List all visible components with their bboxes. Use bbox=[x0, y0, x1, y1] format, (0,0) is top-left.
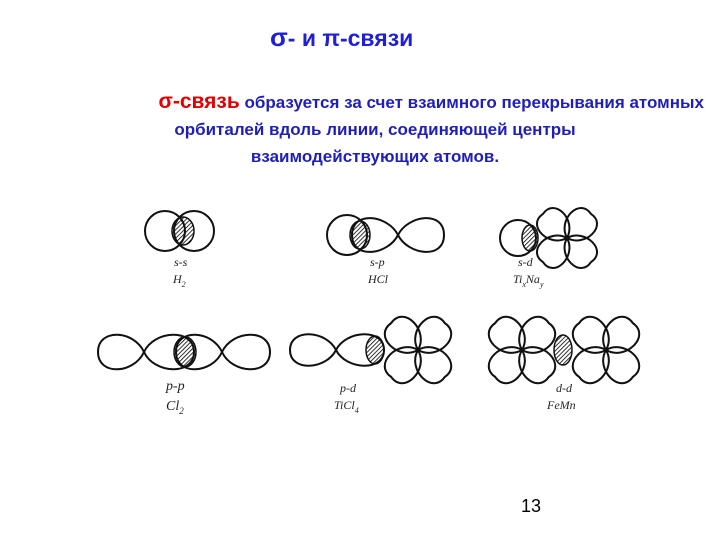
s-d-formula: $Ti_xNa_y$ bbox=[513, 272, 544, 289]
diagram-p-d bbox=[290, 311, 457, 415]
page-number: 13 bbox=[521, 496, 542, 516]
p-p-orbitals bbox=[98, 335, 270, 370]
s-s-formula: $H_2$ bbox=[173, 272, 186, 289]
d-d-formula: FeMn bbox=[547, 398, 576, 412]
p-d-formula: TiCl$_4$ bbox=[334, 398, 359, 415]
diagram-p-p bbox=[98, 335, 270, 416]
title-sigma: σ bbox=[270, 22, 288, 52]
sigma-bond-definition bbox=[40, 88, 710, 170]
definition-line-2: орбиталей вдоль линии, соединяющей центры bbox=[174, 120, 576, 139]
p-d-type-label: p-d bbox=[340, 381, 356, 395]
s-p-orbitals bbox=[327, 215, 444, 255]
s-p-formula: HCl bbox=[368, 272, 389, 286]
slide-title bbox=[270, 22, 413, 53]
s-s-orbitals bbox=[145, 211, 214, 251]
title-rest: - и π-связи bbox=[287, 25, 414, 51]
diagram-d-d bbox=[483, 311, 645, 412]
definition-line-3: взаимодействующих атомов. bbox=[250, 147, 500, 166]
orbital-overlap-diagrams bbox=[0, 180, 720, 440]
d-d-orbitals bbox=[483, 311, 645, 389]
s-s-type-label: s-s bbox=[174, 255, 188, 269]
definition-term: σ-связь bbox=[158, 90, 240, 113]
definition-text-1: образуется за счет взаимного перекрывания атомных bbox=[244, 93, 704, 112]
p-p-formula: $Cl_2$ bbox=[166, 399, 184, 416]
definition-line-1 bbox=[40, 88, 710, 116]
d-d-type-label: d-d bbox=[556, 381, 572, 395]
diagram-s-d bbox=[500, 203, 602, 289]
diagram-s-s bbox=[145, 211, 214, 289]
p-d-orbitals bbox=[290, 311, 457, 389]
s-d-orbitals bbox=[500, 203, 602, 273]
s-d-type-label: s-d bbox=[518, 255, 533, 269]
s-p-type-label: s-p bbox=[370, 255, 385, 269]
diagram-s-p bbox=[327, 215, 444, 286]
p-p-type-label: p-p bbox=[166, 379, 185, 394]
